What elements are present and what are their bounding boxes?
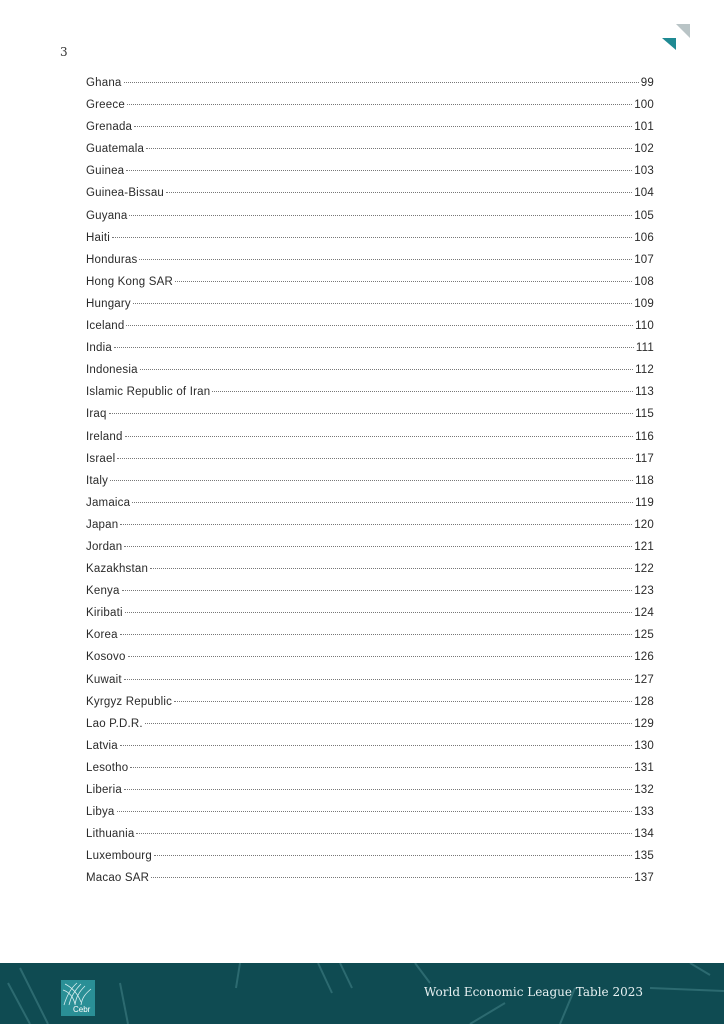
toc-dot-leader: [110, 480, 633, 481]
toc-entry-label: Liberia: [86, 784, 122, 796]
toc-entry-page: 133: [634, 806, 654, 819]
toc-entry-page: 118: [635, 474, 654, 487]
toc-entry-label: Kuwait: [86, 673, 122, 686]
toc-entry-page: 99: [640, 77, 654, 89]
toc-dot-leader: [124, 546, 632, 547]
toc-entry[interactable]: [86, 94, 654, 116]
toc-dot-leader: [146, 148, 632, 149]
toc-entry-label: Islamic Republic of Iran: [86, 386, 211, 399]
toc-entry-page: 120: [634, 518, 654, 531]
toc-entry-page: 115: [635, 408, 654, 421]
toc-entry-label: Lesotho: [86, 761, 129, 774]
toc-entry-label: Haiti: [86, 231, 111, 244]
toc-entry-page: 137: [634, 872, 654, 885]
toc-dot-leader: [114, 347, 634, 348]
toc-entry[interactable]: [86, 403, 654, 425]
toc-entry[interactable]: [86, 381, 654, 403]
toc-dot-leader: [127, 104, 632, 105]
toc-entry-label: Latvia: [86, 739, 118, 752]
footer-title: World Economic League Table 2023: [424, 985, 643, 999]
toc-dot-leader: [132, 502, 633, 503]
toc-entry-page: 101: [634, 121, 654, 134]
toc-entry-page: 104: [634, 187, 654, 200]
toc-entry[interactable]: [86, 735, 654, 757]
toc-entry-label: Italy: [86, 474, 109, 487]
toc-entry-label: Honduras: [86, 253, 138, 266]
toc-entry[interactable]: [86, 801, 654, 823]
toc-entry-page: 109: [634, 297, 654, 310]
toc-entry-label: Iraq: [86, 408, 107, 421]
toc-entry[interactable]: [86, 602, 654, 624]
toc-dot-leader: [122, 590, 633, 591]
toc-entry-label: Kiribati: [86, 607, 123, 620]
toc-dot-leader: [109, 413, 633, 414]
toc-entry-label: Guinea: [86, 165, 125, 178]
toc-entry-page: 130: [634, 739, 654, 752]
toc-entry-label: Jordan: [86, 540, 123, 553]
toc-entry[interactable]: [86, 359, 654, 381]
corner-triangles-icon: [660, 22, 692, 52]
toc-entry-page: 135: [634, 850, 654, 863]
toc-entry[interactable]: [86, 646, 654, 668]
toc-dot-leader: [134, 126, 632, 127]
toc-entry-label: Lao P.D.R.: [86, 717, 143, 730]
toc-dot-leader: [129, 215, 632, 216]
toc-entry[interactable]: [86, 492, 654, 514]
toc-entry-label: Hungary: [86, 297, 131, 310]
toc-entry-page: 113: [635, 386, 654, 399]
toc-dot-leader: [140, 369, 633, 370]
toc-dot-leader: [124, 789, 632, 790]
toc-entry-page: 127: [634, 673, 654, 686]
toc-entry[interactable]: [86, 779, 654, 801]
toc-dot-leader: [124, 679, 632, 680]
toc-entry-page: 121: [634, 540, 654, 553]
toc-entry-page: 106: [634, 231, 654, 244]
toc-entry[interactable]: [86, 691, 654, 713]
toc-entry-label: Kyrgyz Republic: [86, 695, 173, 708]
toc-entry-label: Iceland: [86, 320, 125, 333]
toc-entry-label: Korea: [86, 629, 118, 642]
toc-entry-label: Libya: [86, 806, 115, 819]
toc-entry-label: Japan: [86, 518, 119, 531]
toc-entry[interactable]: [86, 757, 654, 779]
toc-entry-label: Jamaica: [86, 496, 131, 509]
cebr-logo-icon: [61, 980, 95, 1016]
toc-entry[interactable]: [86, 426, 654, 448]
toc-entry-page: 132: [634, 784, 654, 796]
page-footer: [0, 963, 724, 1024]
toc-entry-page: 119: [635, 496, 654, 509]
toc-entry-page: 100: [634, 99, 654, 112]
toc-entry-page: 126: [634, 651, 654, 664]
toc-dot-leader: [175, 281, 632, 282]
toc-entry-page: 102: [634, 143, 654, 156]
toc-entry[interactable]: [86, 72, 654, 94]
toc-entry[interactable]: [86, 867, 654, 889]
toc-entry[interactable]: [86, 536, 654, 558]
toc-entry[interactable]: [86, 227, 654, 249]
toc-entry[interactable]: [86, 713, 654, 735]
toc-dot-leader: [120, 524, 632, 525]
toc-dot-leader: [117, 458, 633, 459]
toc-dot-leader: [128, 656, 633, 657]
toc-entry[interactable]: [86, 669, 654, 691]
toc-dot-leader: [112, 237, 632, 238]
toc-entry[interactable]: [86, 293, 654, 315]
toc-entry[interactable]: [86, 558, 654, 580]
toc-dot-leader: [125, 612, 632, 613]
toc-entry-page: 112: [635, 364, 654, 377]
toc-entry-label: Guatemala: [86, 143, 145, 156]
toc-entry[interactable]: [86, 624, 654, 646]
toc-entry-page: 129: [634, 717, 654, 730]
toc-entry-label: India: [86, 342, 112, 355]
toc-dot-leader: [174, 701, 632, 702]
toc-entry-label: Macao SAR: [86, 872, 150, 885]
toc-entry-label: Kosovo: [86, 651, 126, 664]
toc-dot-leader: [126, 170, 632, 171]
toc-dot-leader: [117, 811, 633, 812]
toc-entry-label: Luxembourg: [86, 850, 152, 863]
toc-entry[interactable]: [86, 514, 654, 536]
toc-entry-page: 128: [634, 695, 654, 708]
toc-entry[interactable]: [86, 205, 654, 227]
toc-entry-page: 124: [634, 607, 654, 620]
toc-entry-page: 122: [634, 563, 654, 576]
toc-dot-leader: [120, 745, 632, 746]
toc-dot-leader: [151, 877, 632, 878]
toc-entry[interactable]: [86, 182, 654, 204]
toc-entry-page: 116: [635, 430, 654, 443]
toc-entry[interactable]: [86, 116, 654, 138]
toc-entry-label: Ghana: [86, 77, 122, 89]
toc-entry[interactable]: [86, 160, 654, 182]
page-number: 3: [60, 45, 68, 59]
toc-dot-leader: [166, 192, 632, 193]
toc-entry[interactable]: [86, 249, 654, 271]
toc-entry-label: Ireland: [86, 430, 123, 443]
toc-entry[interactable]: [86, 138, 654, 160]
toc-entry-label: Kazakhstan: [86, 563, 149, 576]
toc-entry-label: Grenada: [86, 121, 133, 134]
toc-entry-page: 125: [634, 629, 654, 642]
toc-entry-label: Hong Kong SAR: [86, 275, 173, 288]
toc-entry-label: Lithuania: [86, 828, 135, 841]
toc-entry[interactable]: [86, 470, 654, 492]
toc-entry-label: Indonesia: [86, 364, 138, 377]
toc-dot-leader: [136, 833, 632, 834]
toc-entry[interactable]: [86, 823, 654, 845]
toc-dot-leader: [120, 634, 633, 635]
logo-text: Cebr: [73, 1005, 91, 1014]
toc-dot-leader: [130, 767, 632, 768]
toc-entry-page: 117: [635, 452, 654, 465]
toc-dot-leader: [212, 391, 633, 392]
toc-dot-leader: [124, 82, 639, 83]
toc-entry-page: 110: [635, 320, 654, 333]
toc-entry-page: 107: [634, 253, 654, 266]
toc-dot-leader: [133, 303, 632, 304]
toc-entry-page: 134: [634, 828, 654, 841]
toc-entry-page: 131: [634, 761, 654, 774]
toc-entry[interactable]: [86, 271, 654, 293]
toc-dot-leader: [139, 259, 632, 260]
toc-entry-page: 108: [634, 275, 654, 288]
toc-entry[interactable]: [86, 580, 654, 602]
toc-entry[interactable]: [86, 845, 654, 867]
toc-entry[interactable]: [86, 315, 654, 337]
table-of-contents: [86, 72, 654, 889]
toc-entry-label: Guinea-Bissau: [86, 187, 165, 200]
toc-dot-leader: [126, 325, 633, 326]
toc-entry[interactable]: [86, 448, 654, 470]
logo-graphic: [61, 980, 95, 1006]
toc-dot-leader: [145, 723, 632, 724]
toc-dot-leader: [125, 436, 633, 437]
toc-entry-label: Kenya: [86, 585, 120, 598]
toc-entry-page: 103: [634, 165, 654, 178]
toc-entry-page: 111: [635, 342, 654, 355]
toc-dot-leader: [154, 855, 632, 856]
toc-entry-label: Greece: [86, 99, 125, 112]
toc-entry-label: Israel: [86, 452, 116, 465]
toc-dot-leader: [150, 568, 632, 569]
toc-entry-page: 105: [634, 209, 654, 222]
toc-entry-label: Guyana: [86, 209, 128, 222]
toc-entry[interactable]: [86, 337, 654, 359]
toc-entry-page: 123: [634, 585, 654, 598]
